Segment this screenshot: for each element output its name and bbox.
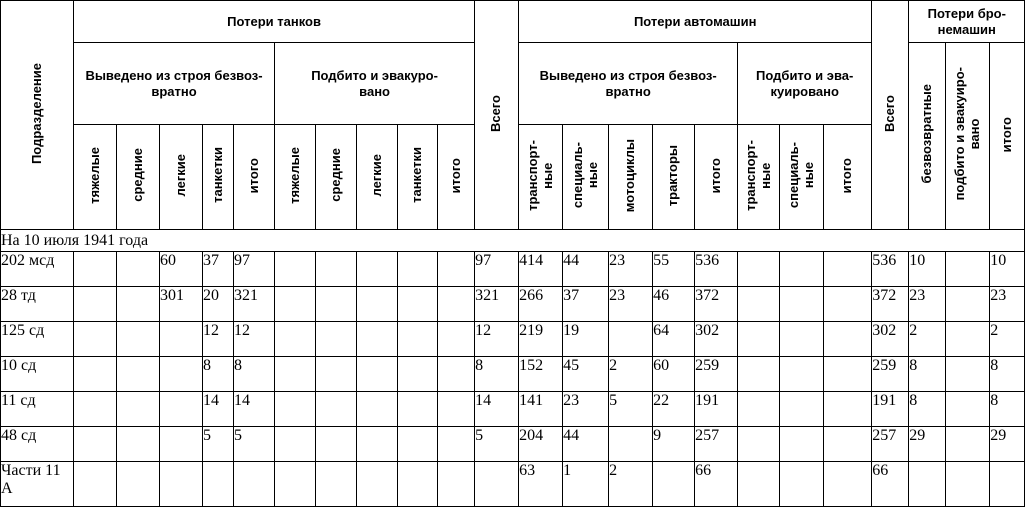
unit-cell: 48 сд <box>1 427 74 462</box>
tank-hit-medium-header: средние <box>316 125 357 230</box>
value-cell: 219 <box>519 322 563 357</box>
armor-losses-header: Потери бро- немашин <box>909 1 1025 43</box>
table-row <box>1 462 1025 507</box>
value-cell: 8 <box>990 392 1025 427</box>
value-cell <box>117 287 160 322</box>
value-cell: 14 <box>234 392 275 427</box>
value-cell <box>438 252 475 287</box>
value-cell <box>824 357 872 392</box>
value-cell <box>780 427 824 462</box>
value-cell: 64 <box>653 322 695 357</box>
value-cell <box>738 322 780 357</box>
armor-irrecoverable-header: безвозвратные <box>909 43 946 230</box>
value-cell: 45 <box>563 357 609 392</box>
value-cell: 8 <box>475 357 519 392</box>
value-cell: 141 <box>519 392 563 427</box>
auto-total-header: Всего <box>872 1 909 230</box>
value-cell: 321 <box>234 287 275 322</box>
value-cell <box>316 322 357 357</box>
value-cell <box>398 427 438 462</box>
value-cell <box>438 462 475 507</box>
value-cell <box>117 357 160 392</box>
auto-irr-transport-header: транспорт- ные <box>519 125 563 230</box>
value-cell <box>357 427 398 462</box>
value-cell <box>316 287 357 322</box>
value-cell <box>74 357 117 392</box>
tank-hit-subtotal-header: итого <box>438 125 475 230</box>
value-cell <box>275 252 316 287</box>
value-cell <box>74 287 117 322</box>
value-cell <box>738 427 780 462</box>
value-cell <box>438 392 475 427</box>
value-cell: 23 <box>609 252 653 287</box>
auto-irr-tractors-header: тракторы <box>653 125 695 230</box>
value-cell <box>117 252 160 287</box>
auto-irr-special-header: специаль- ные <box>563 125 609 230</box>
value-cell: 2 <box>990 322 1025 357</box>
value-cell <box>946 462 990 507</box>
value-cell: 97 <box>475 252 519 287</box>
value-cell <box>780 252 824 287</box>
table-row <box>1 357 1025 392</box>
value-cell <box>475 462 519 507</box>
value-cell <box>398 462 438 507</box>
value-cell: 5 <box>475 427 519 462</box>
value-cell <box>117 427 160 462</box>
value-cell: 8 <box>234 357 275 392</box>
value-cell: 8 <box>990 357 1025 392</box>
value-cell <box>275 462 316 507</box>
value-cell <box>316 392 357 427</box>
value-cell <box>275 322 316 357</box>
tank-irr-light-header: легкие <box>160 125 203 230</box>
value-cell <box>117 462 160 507</box>
value-cell: 23 <box>563 392 609 427</box>
value-cell <box>357 322 398 357</box>
value-cell: 8 <box>203 357 234 392</box>
auto-hit-evacuated-header: Подбито и эва- куировано <box>738 43 872 125</box>
table-body <box>1 252 1025 507</box>
value-cell <box>160 392 203 427</box>
auto-irr-subtotal-header: итого <box>695 125 738 230</box>
value-cell <box>275 392 316 427</box>
table-row <box>1 427 1025 462</box>
value-cell: 44 <box>563 427 609 462</box>
value-cell: 8 <box>909 392 946 427</box>
armor-hit-evacuated-header: подбито и эвакуиро- вано <box>946 43 990 230</box>
value-cell: 44 <box>563 252 609 287</box>
value-cell: 372 <box>695 287 738 322</box>
value-cell: 60 <box>653 357 695 392</box>
value-cell <box>780 392 824 427</box>
value-cell: 301 <box>160 287 203 322</box>
value-cell: 152 <box>519 357 563 392</box>
value-cell <box>738 392 780 427</box>
value-cell <box>316 462 357 507</box>
value-cell: 10 <box>990 252 1025 287</box>
value-cell <box>946 427 990 462</box>
value-cell: 257 <box>695 427 738 462</box>
value-cell: 12 <box>234 322 275 357</box>
value-cell: 1 <box>563 462 609 507</box>
value-cell <box>357 357 398 392</box>
value-cell <box>909 462 946 507</box>
value-cell <box>74 392 117 427</box>
value-cell <box>824 427 872 462</box>
value-cell <box>160 322 203 357</box>
value-cell <box>438 287 475 322</box>
value-cell: 2 <box>609 357 653 392</box>
value-cell <box>946 357 990 392</box>
value-cell <box>117 392 160 427</box>
value-cell: 8 <box>909 357 946 392</box>
value-cell <box>946 392 990 427</box>
tank-irr-medium-header: средние <box>117 125 160 230</box>
value-cell <box>316 427 357 462</box>
value-cell <box>738 287 780 322</box>
tank-hit-tankettes-header: танкетки <box>398 125 438 230</box>
value-cell: 5 <box>234 427 275 462</box>
auto-hit-transport-header: транспорт- ные <box>738 125 780 230</box>
value-cell <box>160 462 203 507</box>
value-cell <box>117 322 160 357</box>
value-cell: 14 <box>475 392 519 427</box>
tank-hit-evacuated-header: Подбито и эвакуро- вано <box>275 43 475 125</box>
value-cell <box>609 322 653 357</box>
value-cell <box>203 462 234 507</box>
value-cell: 97 <box>234 252 275 287</box>
value-cell: 63 <box>519 462 563 507</box>
auto-irr-motorcycles-header: мотоциклы <box>609 125 653 230</box>
value-cell: 5 <box>203 427 234 462</box>
value-cell: 2 <box>609 462 653 507</box>
value-cell <box>160 357 203 392</box>
value-cell: 23 <box>909 287 946 322</box>
value-cell <box>824 392 872 427</box>
value-cell <box>946 287 990 322</box>
value-cell: 259 <box>872 357 909 392</box>
value-cell: 204 <box>519 427 563 462</box>
value-cell: 23 <box>990 287 1025 322</box>
value-cell <box>275 357 316 392</box>
date-section-row: На 10 июля 1941 года <box>1 230 1025 252</box>
value-cell: 302 <box>695 322 738 357</box>
value-cell: 66 <box>695 462 738 507</box>
value-cell: 191 <box>695 392 738 427</box>
value-cell <box>946 252 990 287</box>
table-row <box>1 252 1025 287</box>
unit-header: Подразделение <box>1 1 74 230</box>
value-cell <box>653 462 695 507</box>
value-cell <box>398 392 438 427</box>
unit-cell: 11 сд <box>1 392 74 427</box>
value-cell: 257 <box>872 427 909 462</box>
unit-cell: 28 тд <box>1 287 74 322</box>
tank-irr-heavy-header: тяжелые <box>74 125 117 230</box>
value-cell: 37 <box>203 252 234 287</box>
value-cell: 321 <box>475 287 519 322</box>
tank-hit-heavy-header: тяжелые <box>275 125 316 230</box>
value-cell: 37 <box>563 287 609 322</box>
value-cell: 2 <box>909 322 946 357</box>
value-cell <box>316 252 357 287</box>
unit-cell: 202 мсд <box>1 252 74 287</box>
table-row <box>1 322 1025 357</box>
value-cell <box>990 462 1025 507</box>
value-cell: 536 <box>872 252 909 287</box>
unit-cell: Части 11 А <box>1 462 74 507</box>
value-cell <box>738 252 780 287</box>
value-cell <box>824 322 872 357</box>
value-cell <box>824 462 872 507</box>
value-cell: 19 <box>563 322 609 357</box>
value-cell <box>824 252 872 287</box>
value-cell: 259 <box>695 357 738 392</box>
tank-hit-light-header: легкие <box>357 125 398 230</box>
value-cell <box>357 287 398 322</box>
value-cell <box>234 462 275 507</box>
value-cell: 266 <box>519 287 563 322</box>
value-cell <box>74 427 117 462</box>
tank-irr-tankettes-header: танкетки <box>203 125 234 230</box>
value-cell: 12 <box>203 322 234 357</box>
value-cell <box>946 322 990 357</box>
value-cell <box>780 322 824 357</box>
armor-subtotal-header: итого <box>990 43 1025 230</box>
value-cell <box>398 252 438 287</box>
value-cell <box>398 322 438 357</box>
unit-cell: 10 сд <box>1 357 74 392</box>
auto-losses-header: Потери автомашин <box>519 1 872 43</box>
unit-cell: 125 сд <box>1 322 74 357</box>
value-cell <box>398 357 438 392</box>
value-cell <box>824 287 872 322</box>
value-cell: 191 <box>872 392 909 427</box>
value-cell <box>160 427 203 462</box>
value-cell: 22 <box>653 392 695 427</box>
value-cell: 372 <box>872 287 909 322</box>
value-cell <box>780 287 824 322</box>
table-row <box>1 392 1025 427</box>
value-cell <box>609 427 653 462</box>
value-cell <box>438 322 475 357</box>
value-cell <box>438 427 475 462</box>
value-cell: 29 <box>909 427 946 462</box>
value-cell <box>780 462 824 507</box>
value-cell: 5 <box>609 392 653 427</box>
value-cell <box>357 392 398 427</box>
value-cell <box>74 462 117 507</box>
value-cell: 66 <box>872 462 909 507</box>
tank-irrecoverable-header: Выведено из строя безвоз- вратно <box>74 43 275 125</box>
value-cell: 23 <box>609 287 653 322</box>
value-cell: 10 <box>909 252 946 287</box>
value-cell <box>357 462 398 507</box>
value-cell <box>357 252 398 287</box>
value-cell: 55 <box>653 252 695 287</box>
table-row <box>1 287 1025 322</box>
value-cell <box>738 357 780 392</box>
auto-hit-special-header: специаль- ные <box>780 125 824 230</box>
value-cell: 536 <box>695 252 738 287</box>
tank-irr-subtotal-header: итого <box>234 125 275 230</box>
auto-irrecoverable-header: Выведено из строя безвоз- вратно <box>519 43 738 125</box>
value-cell <box>275 287 316 322</box>
value-cell: 14 <box>203 392 234 427</box>
auto-hit-subtotal-header: итого <box>824 125 872 230</box>
tank-total-header: Всего <box>475 1 519 230</box>
value-cell <box>275 427 316 462</box>
value-cell: 60 <box>160 252 203 287</box>
value-cell: 29 <box>990 427 1025 462</box>
value-cell: 46 <box>653 287 695 322</box>
value-cell <box>74 252 117 287</box>
value-cell: 9 <box>653 427 695 462</box>
tank-losses-header: Потери танков <box>74 1 475 43</box>
value-cell <box>780 357 824 392</box>
value-cell: 414 <box>519 252 563 287</box>
value-cell <box>738 462 780 507</box>
value-cell: 12 <box>475 322 519 357</box>
value-cell <box>316 357 357 392</box>
value-cell <box>74 322 117 357</box>
value-cell: 302 <box>872 322 909 357</box>
value-cell <box>438 357 475 392</box>
value-cell: 20 <box>203 287 234 322</box>
value-cell <box>398 287 438 322</box>
